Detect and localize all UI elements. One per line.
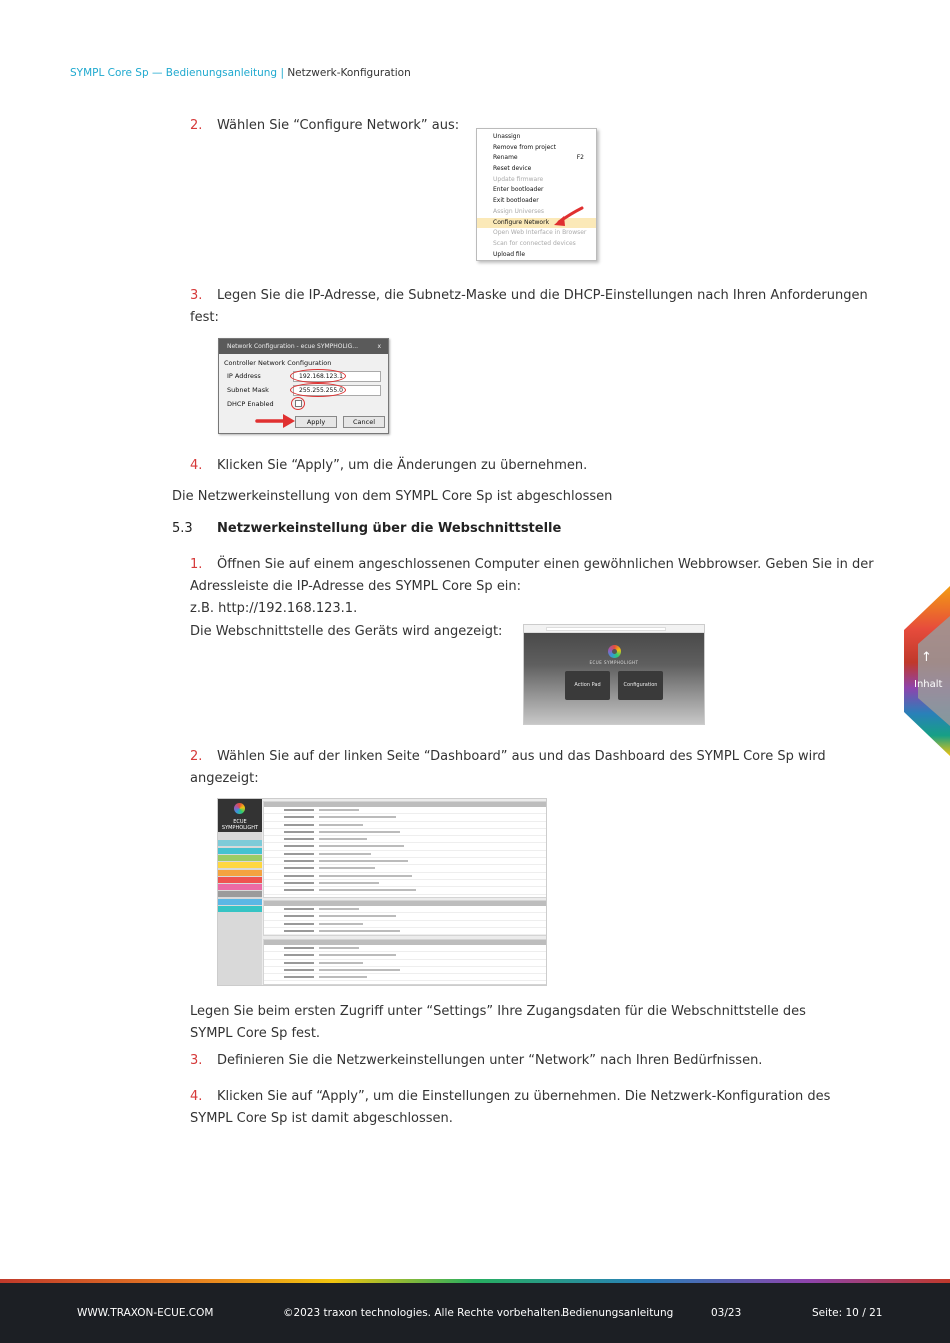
- dashboard-nav-item: [218, 833, 262, 839]
- dashboard-row: [264, 814, 546, 821]
- arrow-up-icon: ↑: [921, 650, 932, 665]
- step-number: 3.: [190, 288, 203, 303]
- dashboard-row: [264, 836, 546, 843]
- row-key: [284, 882, 314, 884]
- running-header: [70, 67, 411, 79]
- cancel-button: Cancel: [343, 416, 385, 428]
- row-value: [319, 838, 367, 840]
- menu-item: Remove from project: [493, 143, 556, 151]
- browser-bar: [524, 625, 704, 633]
- row-value: [319, 969, 400, 971]
- settings-note-line2: SYMPL Core Sp fest.: [190, 1026, 321, 1041]
- row-value: [319, 930, 400, 932]
- step-b3: [190, 1050, 762, 1072]
- row-key: [284, 947, 314, 949]
- red-arrow-icon: [255, 414, 297, 428]
- row-value: [319, 816, 396, 818]
- row-key: [284, 867, 314, 869]
- footer-copyright: ©2023 traxon technologies. Alle Rechte vorbehalten.: [283, 1307, 564, 1319]
- step-text: Öffnen Sie auf einem angeschlossenen Computer einen gewöhnlichen Webbrowser. Geben Sie in der: [217, 557, 874, 572]
- footer-doc-type: Bedienungsanleitung: [562, 1307, 674, 1319]
- configuration-button: Configuration: [618, 671, 663, 700]
- dhcp-label: DHCP Enabled: [227, 400, 274, 408]
- dashboard-nav-item: [218, 862, 262, 868]
- action-pad-button: Action Pad: [565, 671, 610, 700]
- address-bar: [546, 627, 666, 631]
- settings-note-line1: Legen Sie beim ersten Zugriff unter “Settings” Ihre Zugangsdaten für die Webschnittstelle des: [190, 1004, 806, 1019]
- header-separator: |: [280, 67, 284, 79]
- row-value: [319, 915, 396, 917]
- row-key: [284, 824, 314, 826]
- row-value: [319, 889, 416, 891]
- dashboard-nav-item: [218, 855, 262, 861]
- row-value: [319, 809, 359, 811]
- ip-field: 192.168.123.1: [293, 371, 381, 382]
- row-key: [284, 923, 314, 925]
- close-icon: x: [377, 343, 381, 350]
- header-brand: SYMPL Core Sp — Bedienungsanleitung: [70, 67, 278, 79]
- row-value: [319, 845, 404, 847]
- row-key: [284, 853, 314, 855]
- step-text: Klicken Sie auf “Apply”, um die Einstellungen zu übernehmen. Die Netzwerk-Konfiguration des: [217, 1089, 831, 1104]
- dashboard-nav-item: [218, 906, 262, 912]
- step-number: 3.: [190, 1053, 203, 1068]
- dashboard-nav-item: [218, 870, 262, 876]
- row-value: [319, 860, 408, 862]
- dashboard-nav-item: [218, 899, 262, 905]
- dialog-title: Network Configuration - ecue SYMPHOLIG...: [227, 343, 359, 350]
- step-text: Legen Sie die IP-Adresse, die Subnetz-Maske und die DHCP-Einstellungen nach Ihren Anforderungen: [217, 288, 868, 303]
- conclusion-text: Die Netzwerkeinstellung von dem SYMPL Core Sp ist abgeschlossen: [172, 489, 613, 504]
- ecue-logo-icon: [608, 645, 621, 658]
- step-3: [190, 285, 890, 307]
- row-value: [319, 831, 400, 833]
- context-menu-screenshot: [476, 128, 597, 261]
- row-value: [319, 923, 363, 925]
- footer-website[interactable]: WWW.TRAXON-ECUE.COM: [77, 1307, 214, 1319]
- row-value: [319, 824, 363, 826]
- step-b1-example: z.B. http://192.168.123.1.: [190, 601, 358, 616]
- menu-item: Exit bootloader: [493, 197, 539, 205]
- dashboard-row: [264, 880, 546, 887]
- row-value: [319, 962, 363, 964]
- row-key: [284, 954, 314, 956]
- row-value: [319, 908, 359, 910]
- menu-item: Assign Universes: [493, 207, 545, 215]
- step-b2-line2: angezeigt:: [190, 771, 259, 786]
- dashboard-sidebar: [218, 799, 262, 986]
- dashboard-row: [264, 858, 546, 865]
- apply-button: Apply: [295, 416, 337, 428]
- row-value: [319, 853, 371, 855]
- dashboard-screenshot: [217, 798, 547, 986]
- dashboard-row: [264, 974, 546, 981]
- dashboard-nav-item: [218, 848, 262, 854]
- dashboard-row: [264, 829, 546, 836]
- side-tab-label: Inhalt: [914, 679, 943, 690]
- row-value: [319, 882, 379, 884]
- step-b2: [190, 746, 890, 768]
- dashboard-row: [264, 913, 546, 920]
- menu-item: Unassign: [493, 133, 521, 140]
- page-footer: [0, 1283, 950, 1343]
- step-text: Wählen Sie “Configure Network” aus:: [217, 118, 460, 133]
- step-number: 4.: [190, 1089, 203, 1104]
- mask-label: Subnet Mask: [227, 386, 269, 394]
- row-key: [284, 838, 314, 840]
- header-section: Netzwerk-Konfiguration: [287, 67, 411, 79]
- menu-item: Rename F2: [477, 153, 596, 164]
- row-key: [284, 915, 314, 917]
- row-key: [284, 962, 314, 964]
- menu-item-configure-network: Configure Network: [477, 218, 596, 229]
- step-2: [190, 115, 459, 137]
- row-value: [319, 976, 367, 978]
- dashboard-row: [264, 865, 546, 872]
- highlight-circle: [291, 397, 305, 410]
- dialog-titlebar: [219, 339, 388, 354]
- dashboard-nav-item: [218, 840, 262, 846]
- red-arrow-icon: [552, 204, 586, 230]
- dashboard-row: [264, 960, 546, 967]
- step-4: [190, 455, 587, 477]
- highlight-circle: [290, 369, 346, 383]
- footer-page-number: Seite: 10 / 21: [812, 1307, 883, 1319]
- step-b4: [190, 1086, 890, 1108]
- row-key: [284, 930, 314, 932]
- dashboard-section: [263, 900, 547, 936]
- row-value: [319, 875, 412, 877]
- row-key: [284, 831, 314, 833]
- row-value: [319, 947, 359, 949]
- menu-item: Update firmware: [493, 175, 544, 183]
- dashboard-row: [264, 887, 546, 894]
- dashboard-section: [263, 939, 547, 985]
- menu-item: Upload file: [493, 250, 526, 258]
- web-brand: ECUE SYMPHOLIGHT: [589, 660, 639, 665]
- row-key: [284, 860, 314, 862]
- menu-item: Open Web Interface in Browser: [493, 229, 587, 237]
- row-key: [284, 969, 314, 971]
- step-b1: [190, 554, 890, 576]
- row-key: [284, 816, 314, 818]
- dashboard-row: [264, 967, 546, 974]
- dashboard-row: [264, 928, 546, 935]
- row-key: [284, 809, 314, 811]
- dashboard-nav-item: [218, 884, 262, 890]
- step-number: 4.: [190, 458, 203, 473]
- dashboard-nav-item: [218, 877, 262, 883]
- dashboard-row: [264, 945, 546, 952]
- dashboard-row: [264, 873, 546, 880]
- row-key: [284, 875, 314, 877]
- row-value: [319, 867, 375, 869]
- mask-field: 255.255.255.0: [293, 385, 381, 396]
- toc-side-tab[interactable]: [904, 586, 950, 756]
- dashboard-row: [264, 807, 546, 814]
- highlight-circle: [290, 383, 346, 397]
- step-text: Klicken Sie “Apply”, um die Änderungen zu übernehmen.: [217, 458, 588, 473]
- dashboard-row: [264, 822, 546, 829]
- menu-shortcut: F2: [576, 154, 584, 162]
- section-title: Netzwerkeinstellung über die Webschnittstelle: [217, 521, 562, 536]
- row-key: [284, 889, 314, 891]
- dashboard-row: [264, 843, 546, 850]
- dashboard-row: [264, 906, 546, 913]
- row-value: [319, 954, 396, 956]
- footer-version: 03/23: [711, 1307, 742, 1319]
- dashboard-brand: ECUE SYMPHOLIGHT: [221, 819, 259, 831]
- ecue-logo-icon: [234, 803, 245, 814]
- row-key: [284, 976, 314, 978]
- row-key: [284, 908, 314, 910]
- dashboard-row: [264, 952, 546, 959]
- dashboard-nav-item: [218, 891, 262, 897]
- step-b4-line2: SYMPL Core Sp ist damit abgeschlossen.: [190, 1111, 453, 1126]
- row-key: [284, 845, 314, 847]
- step-number: 2.: [190, 118, 203, 133]
- ip-label: IP Address: [227, 372, 261, 380]
- network-config-dialog-screenshot: [218, 338, 389, 434]
- dashboard-row: [264, 921, 546, 928]
- side-tab-background: [904, 586, 950, 756]
- step-number: 2.: [190, 749, 203, 764]
- menu-item: Scan for connected devices: [493, 239, 576, 247]
- step-number: 1.: [190, 557, 203, 572]
- step-b1-line2: Adressleiste die IP-Adresse des SYMPL Core Sp ein:: [190, 579, 522, 594]
- dashboard-logo: [218, 799, 262, 832]
- section-heading: [172, 521, 561, 536]
- dashboard-main: [262, 799, 547, 986]
- dashboard-section: [263, 801, 547, 898]
- step-text: Wählen Sie auf der linken Seite “Dashboard” aus und das Dashboard des SYMPL Core Sp wird: [217, 749, 826, 764]
- dashboard-row: [264, 851, 546, 858]
- step-3-continuation: fest:: [190, 310, 219, 325]
- web-interface-screenshot: [523, 624, 705, 725]
- dialog-heading: Controller Network Configuration: [224, 359, 332, 367]
- menu-item: Reset device: [493, 165, 532, 173]
- section-number: 5.3: [172, 521, 193, 536]
- menu-item: Enter bootloader: [493, 186, 544, 194]
- step-b1-line4: Die Webschnittstelle des Geräts wird angezeigt:: [190, 624, 503, 639]
- step-text: Definieren Sie die Netzwerkeinstellungen unter “Network” nach Ihren Bedürfnissen.: [217, 1053, 763, 1068]
